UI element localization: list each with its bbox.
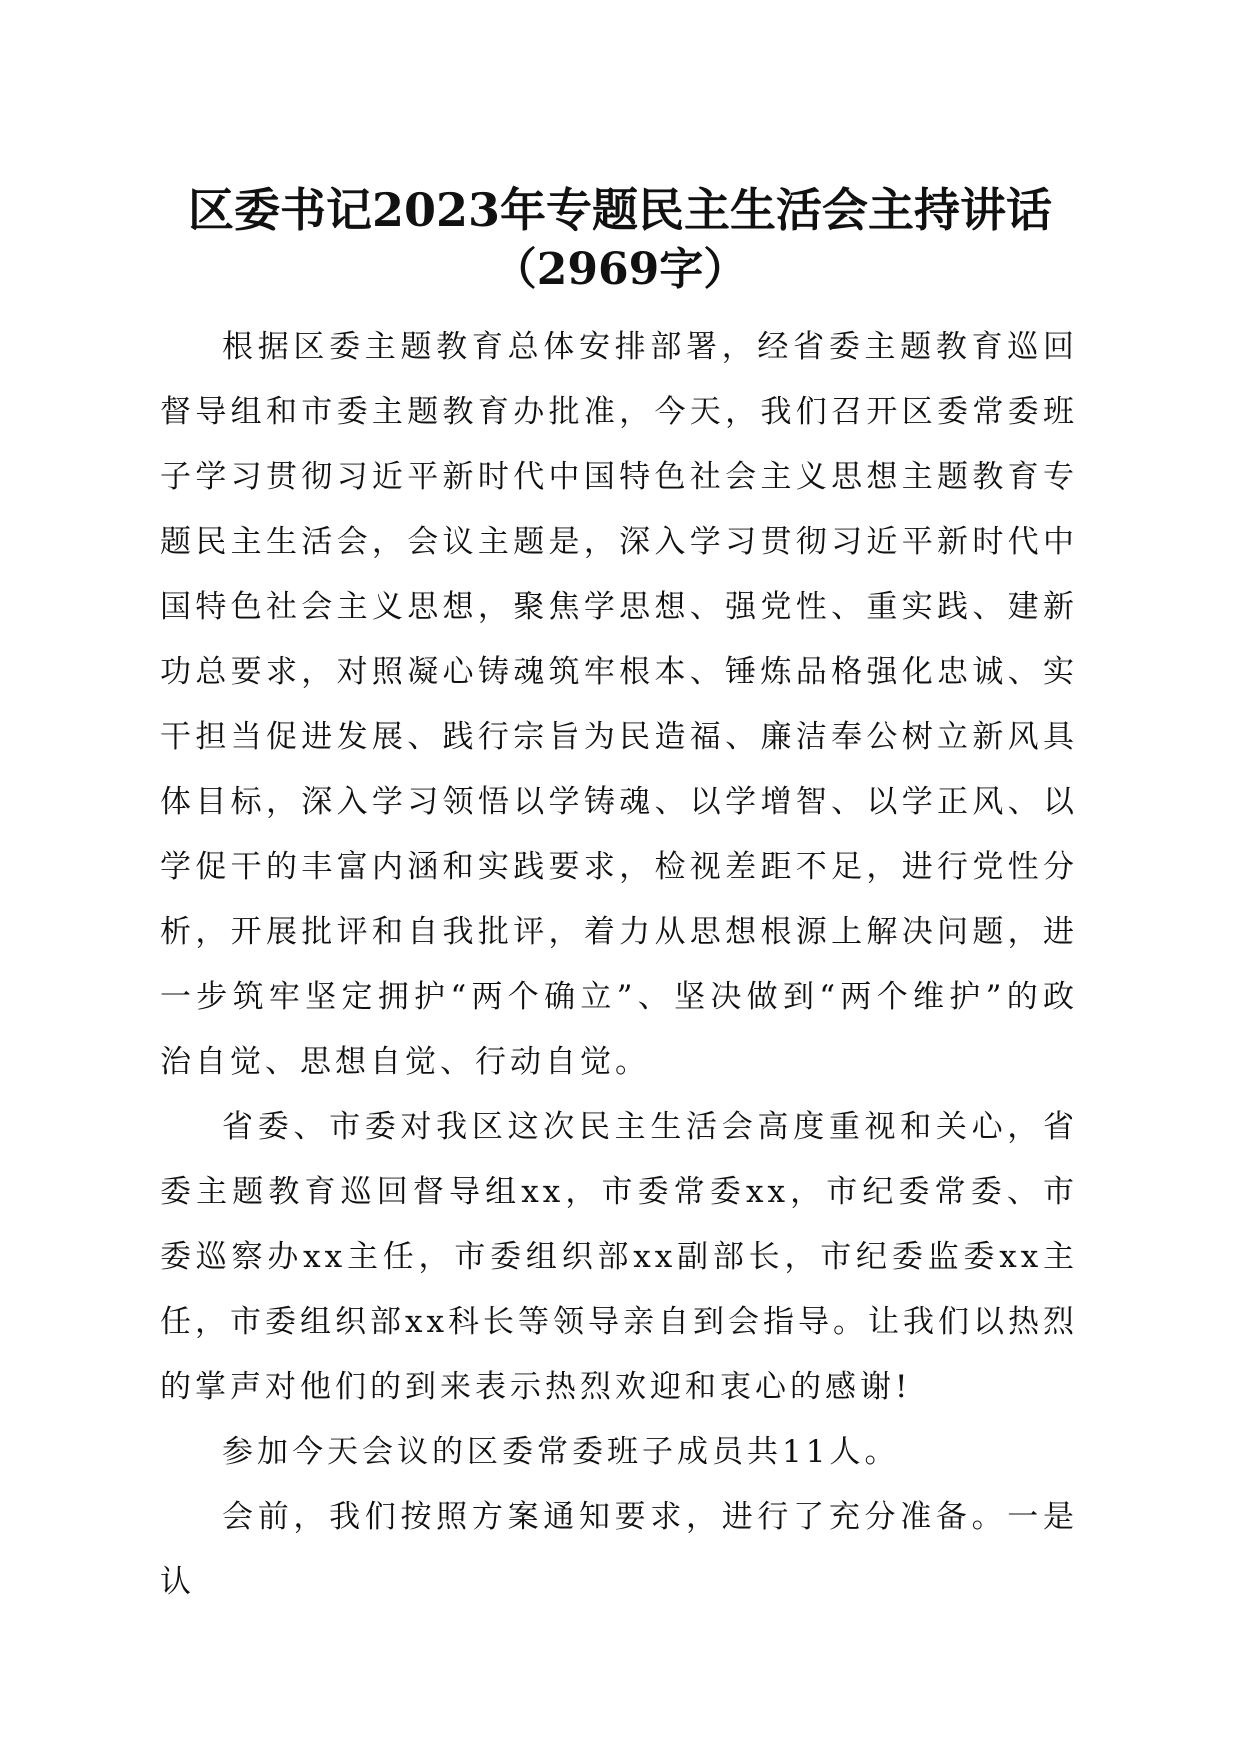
paragraph-preparation: 会前，我们按照方案通知要求，进行了充分准备。一是认 xyxy=(160,1499,1078,1600)
paragraph-attendance: 参加今天会议的区委常委班子成员共11人。 xyxy=(222,1434,900,1470)
document-subtitle: （2969字） xyxy=(492,244,748,295)
paragraph-leaders-welcome: 省委、市委对我区这次民主生活会高度重视和关心，省委主题教育巡回督导组xx，市委常委xx，市纪委常委、市委巡察办xx主任，市委组织部xx副部长，市纪委监委xx主任，市委组织部xx科长等领导亲自到会指导。让我们以热烈的掌声对他们的到来表示热烈欢迎和衷心的感谢! xyxy=(160,1109,1078,1405)
document-title: 区委书记2023年专题民主生活会主持讲话 xyxy=(187,183,1053,237)
document-body xyxy=(160,315,1078,1615)
paragraph-intro: 根据区委主题教育总体安排部署，经省委主题教育巡回督导组和市委主题教育办批准，今天，我们召开区委常委班子学习贯彻习近平新时代中国特色社会主义思想主题教育专题民主生活会，会议主题是，深入学习贯彻习近平新时代中国特色社会主义思想，聚焦学思想、强党性、重实践、建新功总要求，对照凝心铸魂筑牢根本、锤炼品格强化忠诚、实干担当促进发展、践行宗旨为民造福、廉洁奉公树立新风具体目标，深入学习领悟以学铸魂、以学增智、以学正风、以学促干的丰富内涵和实践要求，检视差距不足，进行党性分析，开展批评和自我批评，着力从思想根源上解决问题，进一步筑牢坚定拥护“两个确立”、坚决做到“两个维护”的政治自觉、思想自觉、行动自觉。 xyxy=(160,329,1078,1080)
